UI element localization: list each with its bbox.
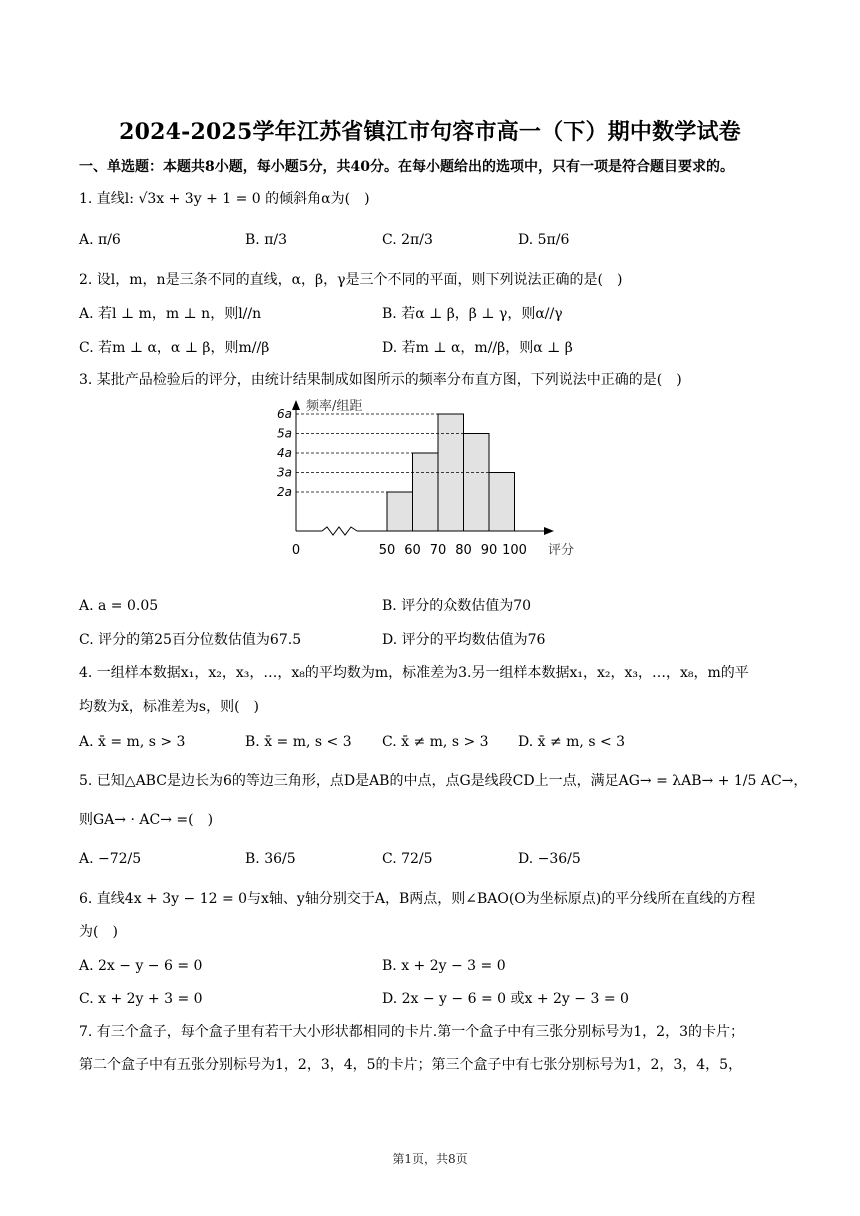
question-1-stem: 1. 直线l: √3x + 3y + 1 = 0 的倾斜角α为( ) (79, 191, 370, 207)
section-heading: 一、单选题：本题共8小题，每小题5分，共40分。在每小题给出的选项中，只有一项是符合题目要求的。 (79, 159, 734, 175)
histogram-bar (387, 492, 413, 531)
q3-option-a: A. a = 0.05 (79, 598, 159, 614)
histogram-bar (413, 453, 439, 531)
question-7-line1: 7. 有三个盒子，每个盒子里有若干大小形状都相同的卡片.第一个盒子中有三张分别标号为1，2，3的卡片； (79, 1024, 744, 1040)
y-tick-label: 3a (277, 465, 292, 480)
question-5-stem-line1: 5. 已知△ABC是边长为6的等边三角形，点D是AB的中点，点G是线段CD上一点，满足AG→ = λAB→ + 1/5 AC→， (79, 773, 808, 789)
x-tick-label: 0 (291, 543, 301, 558)
q1-option-a: A. π/6 (79, 232, 121, 248)
q2-option-c: C. 若m ⊥ α，α ⊥ β，则m//β (79, 340, 270, 356)
q6-option-c: C. x + 2y + 3 = 0 (79, 991, 203, 1007)
y-tick-label: 5a (277, 426, 292, 441)
question-6-stem-line1: 6. 直线4x + 3y − 12 = 0与x轴、y轴分别交于A，B两点，则∠BAO(O为坐标原点)的平分线所在直线的方程 (79, 891, 756, 907)
q4-option-d: D. x̄ ≠ m, s < 3 (518, 734, 626, 750)
y-tick-label: 6a (277, 407, 292, 421)
question-2-stem: 2. 设l，m，n是三条不同的直线，α，β，γ是三个不同的平面，则下列说法正确的是( ) (79, 272, 623, 288)
histogram-bar (489, 473, 515, 532)
q6-option-d: D. 2x − y − 6 = 0 或x + 2y − 3 = 0 (382, 991, 629, 1007)
y-tick-label: 4a (277, 446, 292, 460)
q2-option-b: B. 若α ⊥ β，β ⊥ γ，则α//γ (382, 306, 563, 322)
q4-option-b: B. x̄ = m, s < 3 (245, 734, 352, 750)
question-5-stem-line2: 则GA→ · AC→ =( ) (79, 812, 214, 828)
x-axis-label: 评分 (548, 543, 575, 558)
q1-option-d: D. 5π/6 (518, 232, 570, 248)
q5-option-c: C. 72/5 (382, 851, 433, 867)
q5-option-b: B. 36/5 (245, 851, 296, 867)
x-tick-label: 80 (455, 543, 472, 558)
q6-option-b: B. x + 2y − 3 = 0 (382, 958, 506, 974)
question-4-stem-line2: 均数为x̄，标准差为s，则( ) (79, 699, 260, 715)
x-tick-label: 60 (404, 543, 421, 558)
x-axis-arrow (544, 527, 554, 535)
page-footer: 第1页，共8页 (392, 1152, 468, 1166)
frequency-histogram (272, 392, 592, 567)
question-7-line2: 第二个盒子中有五张分别标号为1，2，3，4，5的卡片；第三个盒子中有七张分别标号为1，2，3，4，5， (79, 1057, 743, 1073)
question-6-stem-line2: 为( ) (79, 924, 118, 940)
x-tick-label: 50 (378, 543, 396, 558)
q2-option-a: A. 若l ⊥ m，m ⊥ n，则l//n (79, 306, 262, 322)
q4-option-c: C. x̄ ≠ m, s > 3 (382, 734, 489, 750)
q1-option-b: B. π/3 (245, 232, 288, 248)
q2-option-d: D. 若m ⊥ α，m//β，则α ⊥ β (382, 340, 573, 356)
q5-option-a: A. −72/5 (79, 851, 142, 867)
x-tick-label: 100 (502, 543, 527, 558)
q4-option-a: A. x̄ = m, s > 3 (79, 734, 186, 750)
q1-option-c: C. 2π/3 (382, 232, 433, 248)
histogram-bar (464, 434, 490, 532)
q3-option-b: B. 评分的众数估值为70 (382, 598, 532, 614)
q3-option-d: D. 评分的平均数估值为76 (382, 632, 546, 648)
axis-break (322, 527, 357, 535)
q3-option-c: C. 评分的第25百分位数估值为67.5 (79, 632, 302, 648)
y-axis-arrow (292, 400, 300, 410)
y-tick-label: 2a (277, 485, 292, 499)
x-tick-label: 90 (480, 543, 498, 558)
page-title: 2024-2025学年江苏省镇江市句容市高一（下）期中数学试卷 (119, 119, 741, 145)
q5-option-d: D. −36/5 (518, 851, 581, 867)
q6-option-a: A. 2x − y − 6 = 0 (79, 958, 203, 974)
question-3-stem: 3. 某批产品检验后的评分，由统计结果制成如图所示的频率分布直方图，下列说法中正确的是( ) (79, 372, 682, 388)
x-tick-label: 70 (429, 543, 447, 558)
question-4-stem-line1: 4. 一组样本数据x₁，x₂，x₃，…，x₈的平均数为m，标准差为3.另一组样本数据x₁，x₂，x₃，…，x₈，m的平 (79, 665, 749, 681)
y-axis-label: 频率/组距 (306, 399, 363, 414)
